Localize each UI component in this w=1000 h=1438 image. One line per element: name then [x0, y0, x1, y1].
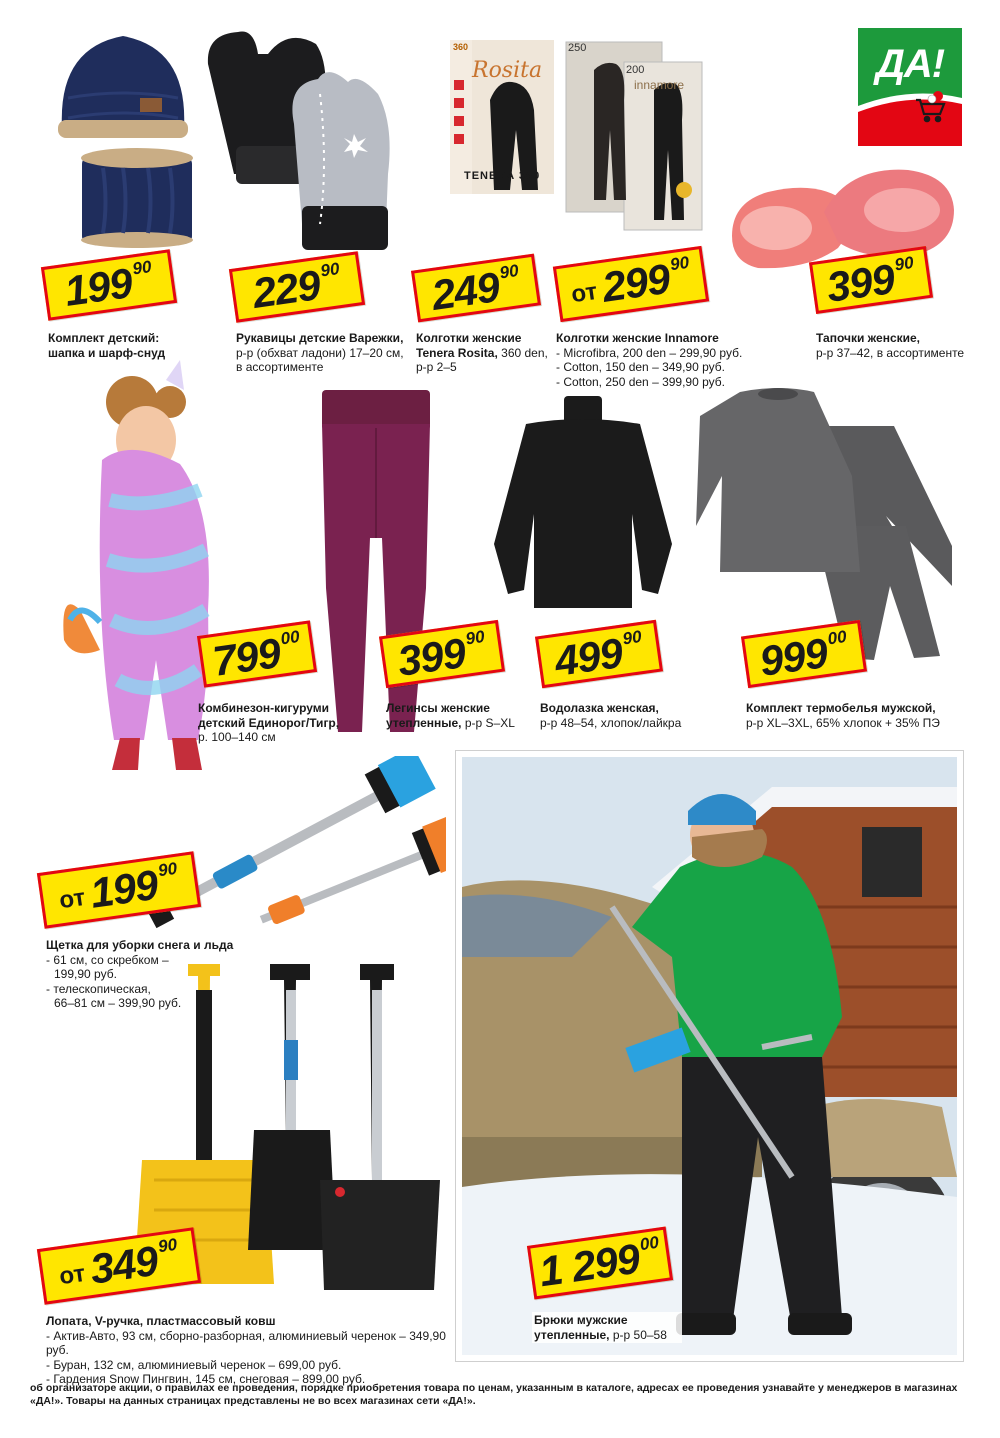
product-detail: р-р 37–42, в ассортименте [816, 345, 965, 360]
price-rub: 229 [249, 261, 323, 317]
price-rub: 399 [823, 255, 897, 311]
price-tag: от 299 90 [553, 246, 709, 322]
price-tag [411, 254, 541, 323]
footer-disclaimer: об организаторе акции, о правилах ее проведения, порядке приобретения товара по ценам, указанным в каталоге, адресах ее проведения узнавайте у менеджеров в магазинах «ДА!». Товары на данных страницах представлены не во всех магазинах сети «ДА!». [30, 1382, 958, 1407]
price-rub: 799 [209, 629, 283, 685]
price-rub: 399 [394, 629, 468, 685]
product-title: Легинсы женские [386, 701, 490, 715]
price-kop: 00 [638, 1232, 661, 1255]
product-title-2: Tenera Rosita, [416, 345, 498, 360]
product-detail: - Актив-Авто, 93 см, сборно-разборная, алюминиевый черенок – 349,90 руб. [46, 1328, 446, 1357]
rosita-den: 360 [453, 42, 469, 52]
product-description [48, 331, 188, 360]
rosita-brand: Rosita [472, 58, 543, 83]
price-rub: 499 [551, 629, 625, 685]
product-title-rest: 360 den, [497, 345, 548, 360]
product-description [816, 331, 976, 360]
product-description [46, 1314, 456, 1387]
thermal-underwear-image [696, 376, 956, 666]
product-title: Колготки женские Innamore [556, 331, 719, 345]
product-detail: р-р 48–54, хлопок/лайкра [540, 715, 682, 730]
price-rub: 199 [61, 259, 135, 315]
product-description [556, 331, 776, 389]
product-detail: 66–81 см – 399,90 руб. [54, 996, 182, 1010]
product-title: Комплект термобелья мужской, [746, 701, 936, 715]
product-detail: 199,90 руб. [54, 967, 117, 981]
price-kop: 90 [156, 1234, 179, 1257]
price-rub: 299 [599, 254, 673, 311]
price-kop: 90 [668, 252, 691, 275]
product-detail: - Гардения Snow Пингвин, 145 см, снеговая – 899,00 руб. [46, 1372, 366, 1386]
product-detail: - Буран, 132 см, алюминиевый черенок – 699,00 руб. [46, 1357, 342, 1372]
price-tag [41, 249, 177, 321]
turtleneck-image [482, 394, 684, 610]
hat-snood-image [48, 28, 198, 248]
logo-text: ДА! [875, 42, 945, 86]
price-kop: 00 [279, 627, 301, 649]
product-description [416, 331, 556, 375]
product-detail: - Cotton, 150 den – 349,90 руб. [556, 360, 725, 374]
product-description [746, 701, 976, 730]
innamore-den-1: 250 [568, 42, 587, 54]
product-title: Водолазка женская, [540, 701, 659, 715]
product-detail: в ассортименте [236, 360, 324, 374]
product-detail: р-р 2–5 [416, 360, 457, 374]
product-title: Комплект детский: шапка и шарф-снуд [48, 331, 166, 360]
price-rub: 249 [428, 263, 502, 319]
price-kop: 90 [156, 858, 179, 881]
rosita-name: TENERA 360 [464, 170, 541, 182]
product-detail: р. 100–140 см [198, 730, 276, 744]
price-rub: 1 299 [536, 1234, 643, 1296]
product-title: Колготки женские [416, 331, 522, 345]
price-kop: 90 [621, 627, 643, 649]
product-description [46, 938, 256, 1011]
price-kop: 90 [131, 257, 153, 279]
product-detail: р-р (обхват ладони) 17–20 см, [236, 345, 404, 360]
product-detail: - Cotton, 250 den – 399,90 руб. [556, 374, 725, 389]
product-title-2: утепленные, [534, 1327, 610, 1342]
product-detail: р-р XL–3XL, 65% хлопок + 35% ПЭ [746, 715, 940, 730]
product-description [236, 331, 416, 375]
product-detail: - телескопическая, [46, 981, 151, 996]
product-description [540, 701, 720, 730]
leggings-image [316, 388, 436, 738]
price-tag: от 199 90 [37, 851, 201, 928]
product-title: Лопата, V-ручка, пластмассовый ковш [46, 1314, 276, 1328]
price-rub: 199 [87, 860, 161, 917]
product-title: Щетка для уборки снега и льда [46, 938, 234, 952]
price-kop: 90 [464, 627, 486, 649]
product-detail: - Microfibra, 200 den – 299,90 руб. [556, 345, 743, 360]
price-tag [229, 251, 365, 323]
price-kop: 90 [319, 259, 341, 281]
innamore-tights-package [564, 40, 704, 232]
product-title: Комбинезон-кигуруми детский Единорог/Тигр, [198, 701, 340, 730]
product-description [198, 701, 348, 745]
product-description [386, 701, 526, 730]
product-title: Рукавицы детские Варежки, [236, 331, 404, 345]
price-rub: 999 [756, 629, 830, 685]
da-logo [858, 28, 962, 146]
product-title-2: утепленные, [386, 715, 462, 730]
product-description [532, 1312, 682, 1343]
product-title: Брюки мужские [534, 1313, 628, 1327]
price-tag: от 349 90 [37, 1227, 201, 1304]
price-kop: 90 [893, 253, 915, 275]
product-title-rest: р-р S–XL [461, 715, 515, 730]
mittens-image [198, 24, 420, 256]
rosita-tights-package [450, 40, 554, 194]
price-tag [535, 620, 663, 688]
price-kop: 00 [826, 627, 848, 649]
price-kop: 90 [498, 261, 520, 283]
product-title-rest: р-р 50–58 [609, 1327, 667, 1342]
innamore-brand: innamore [634, 78, 685, 92]
innamore-den-2: 200 [626, 64, 645, 76]
product-detail: - 61 см, со скребком – [46, 952, 169, 967]
product-title: Тапочки женские, [816, 331, 921, 345]
price-rub: 349 [87, 1236, 161, 1293]
